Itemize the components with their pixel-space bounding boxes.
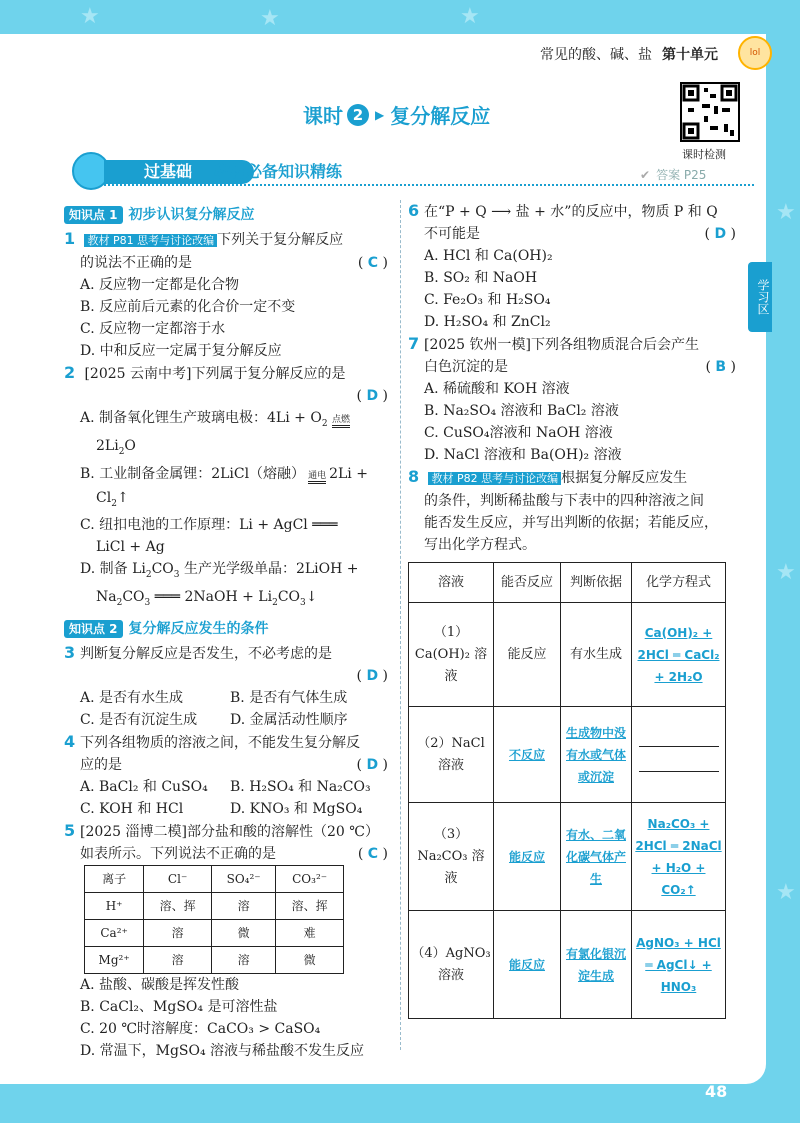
option-row [64,709,394,731]
question-1 [64,228,394,252]
table-header: SO₄²⁻ [211,865,275,892]
table-header: 离子 [85,865,144,892]
table-cell: 溶、挥 [144,892,212,919]
chapter-topic: 常见的酸、碱、盐 [540,47,652,63]
reaction-condition: 点燃 [332,415,350,428]
answer-row [64,385,394,407]
side-tab-label: 学习区 [756,279,770,315]
option: A. 稀硫酸和 KOH 溶液 [424,381,570,397]
question-stem-cont: 的条件，判断稀盐酸与下表中的四种溶液之间 [424,493,704,509]
table-cell: Mg²⁺ [85,946,144,973]
reaction-condition: 通电 [308,471,326,484]
page-number: 48 [705,1082,728,1101]
option-row [64,776,394,798]
question-number: 8 [408,467,420,486]
table-cell: H⁺ [85,892,144,919]
option-text: D. 制备 Li [80,561,146,578]
banner-tag: 过基础 [104,160,254,184]
kp-title: 复分解反应发生的条件 [128,620,269,637]
answer-letter: D [366,667,379,684]
table-header: 溶液 [409,563,494,603]
answer-bracket: ( D ) [356,756,388,773]
option: A. 是否有水生成 [80,689,184,706]
basis-answer: 有水、二氧化碳气体产生 [561,803,632,911]
option-row [64,798,394,820]
option: A. 制备氧化锂生产玻璃电极：$4Li + O_2$ 点燃 [80,410,351,429]
question-stem-cont: 写出化学方程式。 [424,537,536,553]
option: D. H₂SO₄ 和 ZnCl₂ [424,314,551,330]
kp-tag: 知识点 1 [64,206,123,224]
right-column [408,200,742,1019]
option-text: CO [277,589,301,606]
star-decoration: ★ [460,4,480,29]
question-stem: 应的是 [80,756,122,773]
answer-letter: B [715,359,727,375]
equation-blank [632,707,726,803]
option-text: B. 工业制备金属锂：2LiCl（熔融） [80,465,306,482]
question-5 [64,820,394,843]
option: C. 纽扣电池的工作原理：Li + AgCl ═══ [80,517,338,534]
question-number: 5 [64,820,76,840]
option: A. HCl 和 Ca(OH)₂ [424,248,553,264]
table-row [409,803,726,911]
can-react-answer: 不反应 [494,707,561,803]
table-cell: 微 [211,919,275,946]
table-cell: 难 [276,919,344,946]
table-header-row [409,563,726,603]
answer-bracket: ( C ) [357,845,388,862]
knowledge-point-2 [64,618,394,640]
question-stem: 不可能是 [424,226,480,242]
table-cell: 微 [276,946,344,973]
table-row [409,603,726,707]
table-cell: 溶 [211,892,275,919]
option-cont: $2Li_2O$ [96,437,136,457]
option-text: CO [122,589,145,606]
answer-row [64,665,394,687]
option-text: 生产光学级单晶：2LiOH + [179,561,359,578]
table-header: 判断依据 [561,563,632,603]
table-header: 能否反应 [494,563,561,603]
answer-bracket: ( D ) [356,388,388,404]
table-header: CO₃²⁻ [276,865,344,892]
option: C. 是否有沉淀生成 [80,711,198,728]
option-cont: LiCl + Ag [96,539,165,556]
question-number: 2 [64,363,76,382]
question-stem-cont [64,754,394,776]
option: D. NaCl 溶液和 Ba(OH)₂ 溶液 [424,447,622,463]
table-cell: 溶、挥 [276,892,344,919]
lesson-prefix: 课时 [303,104,343,128]
solution-cell: （4）AgNO₃ 溶液 [409,911,494,1019]
solubility-table [84,865,344,974]
solution-cell: （2）NaCl 溶液 [409,707,494,803]
qr-label: 课时检测 [682,148,726,161]
unit-label: 第十单元 [662,47,718,63]
answer-bracket: ( B ) [705,359,736,375]
equation-answer: Ca(OH)₂ + 2HCl ═ CaCl₂ + 2H₂O [632,603,726,707]
question-2 [64,362,394,385]
can-react-answer: 能反应 [494,803,561,911]
question-stem-cont [64,843,394,865]
basis-answer: 生成物中没有水或气体或沉淀 [561,707,632,803]
option: D. 制备 $Li_2CO_3$ 生产光学级单晶：2LiOH + [80,561,359,581]
mascot-icon [738,36,772,70]
table-row [85,892,344,919]
question-number: 1 [64,229,76,248]
page-frame-top [0,0,800,34]
solution-cell: （1）Ca(OH)₂ 溶液 [409,603,494,707]
question-stem-cont: 能否发生反应，并写出判断的依据；若能反应， [424,515,718,531]
answer-letter: D [366,756,379,773]
source-tag: 教材 P81 思考与讨论改编 [84,234,217,247]
lesson-number: 2 [347,104,369,126]
question-stem: 下列各组物质混合后会产生 [531,337,700,353]
question-stem: 在“P + Q ⟶ 盐 + 水”的反应中，物质 P 和 Q [424,204,718,220]
question-3 [64,642,394,665]
side-tab[interactable] [748,262,772,332]
question-stem: 根据复分解反应发生 [561,470,688,486]
option-text: 2Li [96,437,119,454]
source-tag: 教材 P82 思考与讨论改编 [428,472,561,485]
answer-letter: C [367,255,379,271]
question-number: 6 [408,201,420,220]
option-text: ↑ [116,489,129,506]
table-row [85,946,344,973]
knowledge-point-1 [64,204,394,226]
option: A. BaCl₂ 和 CuSO₄ [80,778,208,795]
solution-cell: （3）Na₂CO₃ 溶液 [409,803,494,911]
question-stem-cont [408,223,742,245]
table-row [85,919,344,946]
star-decoration: ★ [776,560,796,585]
reaction-table [408,562,726,1019]
star-decoration: ★ [260,6,280,31]
table-cell: 溶 [211,946,275,973]
table-row [409,911,726,1019]
option: B. Na₂SO₄ 溶液和 BaCl₂ 溶液 [424,403,619,419]
option-text: ↓ [305,589,318,606]
equation-answer: AgNO₃ + HCl ═ AgCl↓ + HNO₃ [632,911,726,1019]
option: B. CaCl₂、MgSO₄ 是可溶性盐 [80,998,278,1015]
option: C. KOH 和 HCl [80,800,184,817]
option: D. 常温下，MgSO₄ 溶液与稀盐酸不发生反应 [80,1042,365,1059]
qr-code[interactable] [680,82,740,142]
table-header: Cl⁻ [144,865,212,892]
star-decoration: ★ [80,4,100,29]
kp-tag: 知识点 2 [64,620,123,638]
basis-answer: 有氯化银沉淀生成 [561,911,632,1019]
question-stem: 下列各组物质的溶液之间，不能发生复分解反 [80,734,360,751]
answer-reference [640,166,706,183]
question-number: 7 [408,334,420,353]
lesson-title [303,100,490,129]
question-stem: 的说法不正确的是 [80,255,192,271]
running-header [540,44,718,64]
question-stem: 部分盐和酸的溶解性（20 ℃） [187,823,379,840]
option-cont: $Na_2CO_3$ ═══ 2NaOH + $Li_2CO_3↓$ [96,589,318,608]
star-decoration: ★ [776,880,796,905]
table-header: 化学方程式 [632,563,726,603]
mascot-text: lol [749,48,761,58]
question-stem-cont [64,252,394,274]
option: D. 金属活动性顺序 [230,711,348,728]
option-row [64,687,394,709]
left-column [64,200,394,1062]
banner-divider [104,184,754,186]
table-cell: 溶 [144,919,212,946]
source-label: [2025 云南中考] [84,366,192,382]
option-text: CO [151,561,174,578]
question-7 [408,333,742,356]
kp-title: 初步认识复分解反应 [128,207,255,223]
answer-bracket: ( C ) [357,255,388,271]
option-text: A. 制备氧化锂生产玻璃电极：4Li + O [80,410,322,426]
option: D. 中和反应一定属于复分解反应 [80,343,282,359]
option [64,463,394,487]
option: D. KNO₃ 和 MgSO₄ [230,800,363,817]
option: A. 盐酸、碳酸是挥发性酸 [80,976,240,993]
option-text: 2NaOH + Li [184,589,273,606]
blank-line [639,755,719,772]
question-stem: 如表所示。下列说法不正确的是 [80,845,276,862]
question-6 [408,200,742,223]
option-text: 2Li + [329,465,368,482]
source-label: [2025 钦州一模] [424,337,532,353]
option: A. 反应物一定都是化合物 [80,277,240,293]
option-text: C. 纽扣电池的工作原理：Li + AgCl [80,517,308,534]
question-stem: 下列属于复分解反应的是 [191,366,346,382]
table-cell: 溶 [144,946,212,973]
check-icon: ✔ [640,168,651,182]
can-react-answer: 能反应 [494,911,561,1019]
option-text: Cl [96,489,112,506]
answer-bracket: ( D ) [356,667,388,684]
can-react-cell: 能反应 [494,603,561,707]
question-number: 3 [64,642,76,662]
option: C. 反应物一定都溶于水 [80,321,226,337]
option: C. CuSO₄溶液和 NaOH 溶液 [424,425,613,441]
answer-bracket: ( D ) [704,226,736,242]
star-decoration: ★ [776,200,796,225]
option: B. SO₂ 和 NaOH [424,270,538,286]
option: C. Fe₂O₃ 和 H₂SO₄ [424,292,551,308]
question-8 [408,466,742,490]
option: C. 20 ℃时溶解度：CaCO₃ > CaSO₄ [80,1020,321,1037]
answer-page: 答案 P25 [656,168,707,182]
option-cont: $Cl_2↑$ [96,489,129,509]
table-header-row [85,865,344,892]
question-number: 4 [64,731,76,751]
basis-cell: 有水生成 [561,603,632,707]
answer-letter: D [714,226,727,242]
question-stem: 下列关于复分解反应 [217,232,344,248]
question-stem: 判断复分解反应是否发生，不必考虑的是 [80,645,332,662]
question-4 [64,731,394,754]
answer-letter: C [367,845,379,862]
banner-subtitle: 教材必备知识精练 [214,162,343,181]
option: B. 是否有气体生成 [230,689,348,706]
answer-letter: D [366,388,379,404]
table-cell: Ca²⁺ [85,919,144,946]
table-row [409,707,726,803]
option: B. 反应前后元素的化合价一定不变 [80,299,296,315]
lesson-topic: 复分解反应 [390,104,491,128]
column-divider [400,200,401,1050]
source-label: [2025 淄博二模] [80,823,188,840]
option-text: Na [96,589,117,606]
option: B. H₂SO₄ 和 Na₂CO₃ [230,778,371,795]
question-stem-cont [408,356,742,378]
blank-line [639,730,719,747]
question-stem: 白色沉淀的是 [424,359,508,375]
equation-answer: Na₂CO₃ + 2HCl ═ 2NaCl + H₂O + CO₂↑ [632,803,726,911]
triangle-icon: ▶ [375,107,385,122]
